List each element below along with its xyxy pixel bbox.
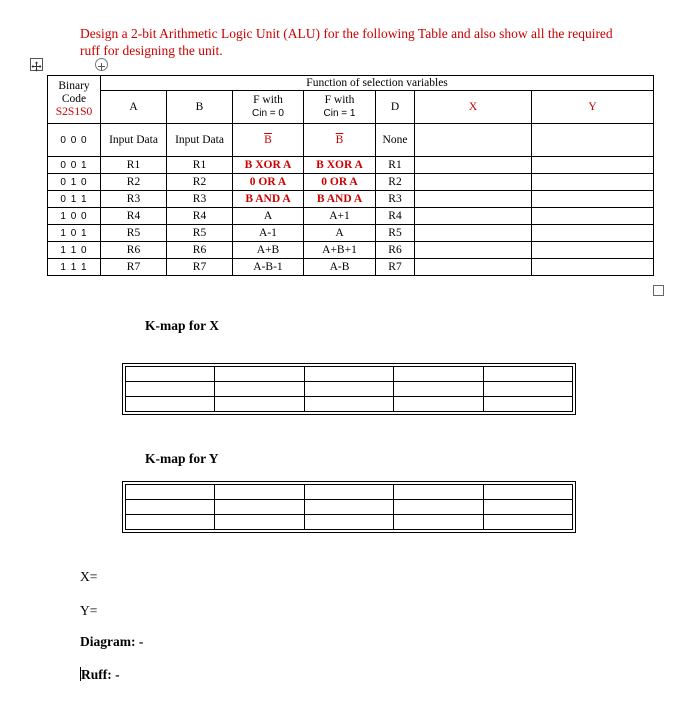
- table-move-handle-icon[interactable]: [30, 58, 43, 71]
- table-row: 0 1 1 R3 R3 B AND A B AND A R3: [48, 191, 654, 208]
- diagram-label: Diagram: -: [80, 634, 144, 649]
- col-a-header: A: [101, 91, 167, 124]
- question-heading: Design a 2-bit Arithmetic Logic Unit (ALU) for the following Table and also show all the required ruff for designing the unit.: [80, 26, 613, 58]
- table-resize-handle[interactable]: [653, 285, 664, 296]
- kmap-x-label: K-map for X: [145, 318, 219, 333]
- col-f0-header: F with Cin = 0: [233, 91, 304, 124]
- table-row: 0 1 0 R2 R2 0 OR A 0 OR A R2: [48, 174, 654, 191]
- add-row-icon[interactable]: [95, 58, 108, 71]
- table-row: 1 1 1 R7 R7 A-B-1 A-B R7: [48, 259, 654, 276]
- y-equation-label: Y=: [80, 603, 98, 618]
- col-d-header: D: [376, 91, 415, 124]
- function-header: Function of selection variables: [101, 76, 654, 91]
- kmap-y-label: K-map for Y: [145, 451, 219, 466]
- table-row: 1 0 0 R4 R4 A A+1 R4: [48, 208, 654, 225]
- table-row: 1 0 1 R5 R5 A-1 A R5: [48, 225, 654, 242]
- col-x-header: X: [415, 91, 532, 124]
- ruff-label-line[interactable]: [80, 667, 120, 683]
- ruff-label: Ruff: -: [81, 667, 120, 682]
- table-row: 0 0 1 R1 R1 B XOR A B XOR A R1: [48, 157, 654, 174]
- col-f1-header: F with Cin = 1: [304, 91, 376, 124]
- kmap-y-grid[interactable]: [125, 484, 573, 530]
- table-row: 1 1 0 R6 R6 A+B A+B+1 R6: [48, 242, 654, 259]
- col-b-header: B: [167, 91, 233, 124]
- x-equation-label: X=: [80, 569, 98, 584]
- col-y-header: Y: [532, 91, 654, 124]
- binary-code-header: Binary Code S2S1S0: [48, 76, 101, 124]
- kmap-x-grid[interactable]: [125, 366, 573, 412]
- alu-function-table: [47, 75, 654, 276]
- table-row: 0 0 0 Input Data Input Data $\overline{B}$ $\overline{B}$ None: [48, 124, 654, 157]
